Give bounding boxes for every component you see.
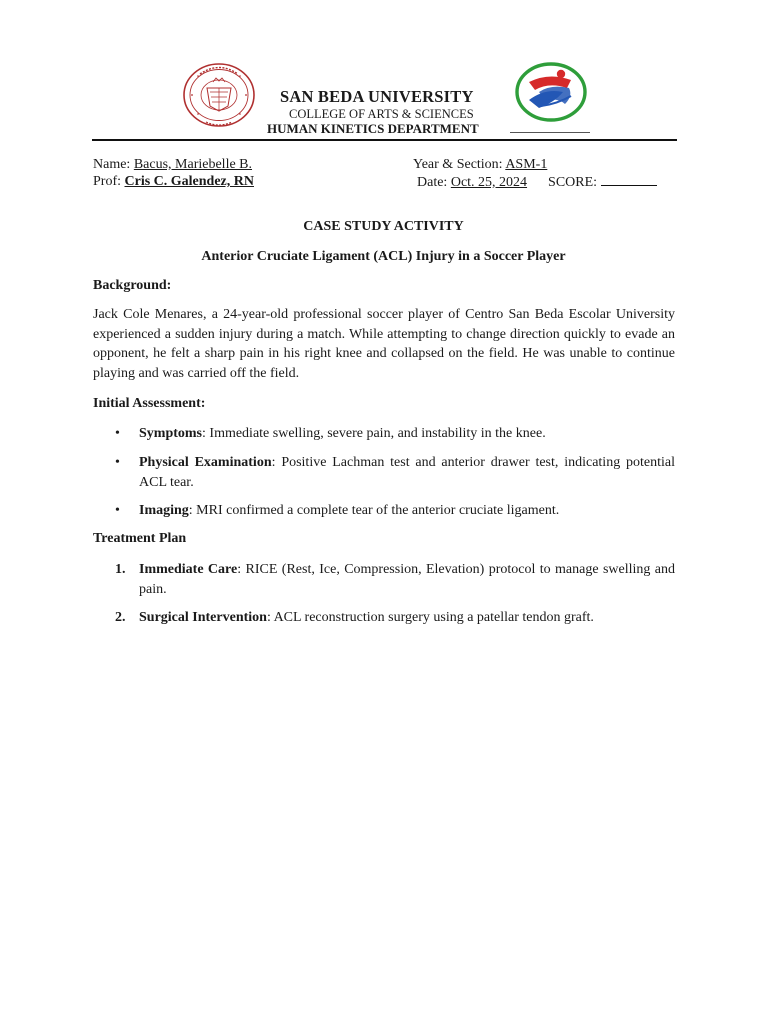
prof-line xyxy=(93,173,254,190)
item-text: : ACL reconstruction surgery using a patellar tendon graft. xyxy=(266,610,594,625)
prof-value: Cris C. Galendez, RN xyxy=(124,174,254,189)
name-value: Bacus, Mariebelle B. xyxy=(133,157,253,172)
page-subtitle: Anterior Cruciate Ligament (ACL) Injury in a Soccer Player xyxy=(201,249,566,264)
score-label: SCORE: xyxy=(548,175,598,190)
bullet-icon: • xyxy=(115,503,120,518)
header-blank-line xyxy=(510,132,590,133)
date-line xyxy=(417,173,657,191)
list-item xyxy=(115,424,675,444)
assessment-heading: Initial Assessment: xyxy=(93,396,206,411)
page-title: CASE STUDY ACTIVITY xyxy=(303,219,464,234)
treatment-heading: Treatment Plan xyxy=(93,531,187,546)
list-item xyxy=(115,453,675,493)
date-label: Date: xyxy=(417,175,448,190)
list-item xyxy=(115,608,675,628)
year-value: ASM-1 xyxy=(505,157,548,172)
header-divider xyxy=(92,139,677,141)
university-name: SAN BEDA UNIVERSITY xyxy=(280,87,474,106)
item-number: 1. xyxy=(115,562,126,577)
college-name: COLLEGE OF ARTS & SCIENCES xyxy=(289,107,474,121)
item-text: : MRI confirmed a complete tear of the anterior cruciate ligament. xyxy=(188,503,560,518)
item-term: Immediate Care xyxy=(139,562,238,577)
bullet-icon: • xyxy=(115,426,120,441)
item-text: : Positive Lachman test and anterior drawer test, indicating potential ACL tear. xyxy=(139,455,675,490)
score-blank xyxy=(601,173,657,186)
name-label: Name: xyxy=(93,157,131,172)
list-item xyxy=(115,560,675,600)
item-text: : RICE (Rest, Ice, Compression, Elevation) protocol to manage swelling and pain. xyxy=(139,562,675,597)
item-number: 2. xyxy=(115,610,126,625)
prof-label: Prof: xyxy=(93,174,121,189)
year-section-line xyxy=(413,156,547,173)
date-value: Oct. 25, 2024 xyxy=(450,175,528,190)
item-text: : Immediate swelling, severe pain, and instability in the knee. xyxy=(202,426,546,441)
background-text: Jack Cole Menares, a 24-year-old professional soccer player of Centro San Beda Escolar University experienced a sudden injury during a match. While attempting to change direction quickly to evade an opponent, he felt a sharp pain in his right knee and collapsed on the field. He was unable to continue playing and was carried off the field. xyxy=(93,307,675,381)
item-term: Physical Examination xyxy=(139,455,272,470)
department-logo-icon xyxy=(515,62,587,122)
year-label: Year & Section: xyxy=(413,157,503,172)
item-term: Symptoms xyxy=(139,426,203,441)
item-term: Imaging xyxy=(139,503,189,518)
department-name: HUMAN KINETICS DEPARTMENT xyxy=(267,121,479,136)
name-line xyxy=(93,156,252,173)
item-term: Surgical Intervention xyxy=(139,610,267,625)
background-heading: Background: xyxy=(93,278,172,293)
bullet-icon: • xyxy=(115,455,120,470)
list-item xyxy=(115,501,675,521)
university-seal-icon xyxy=(182,62,256,128)
